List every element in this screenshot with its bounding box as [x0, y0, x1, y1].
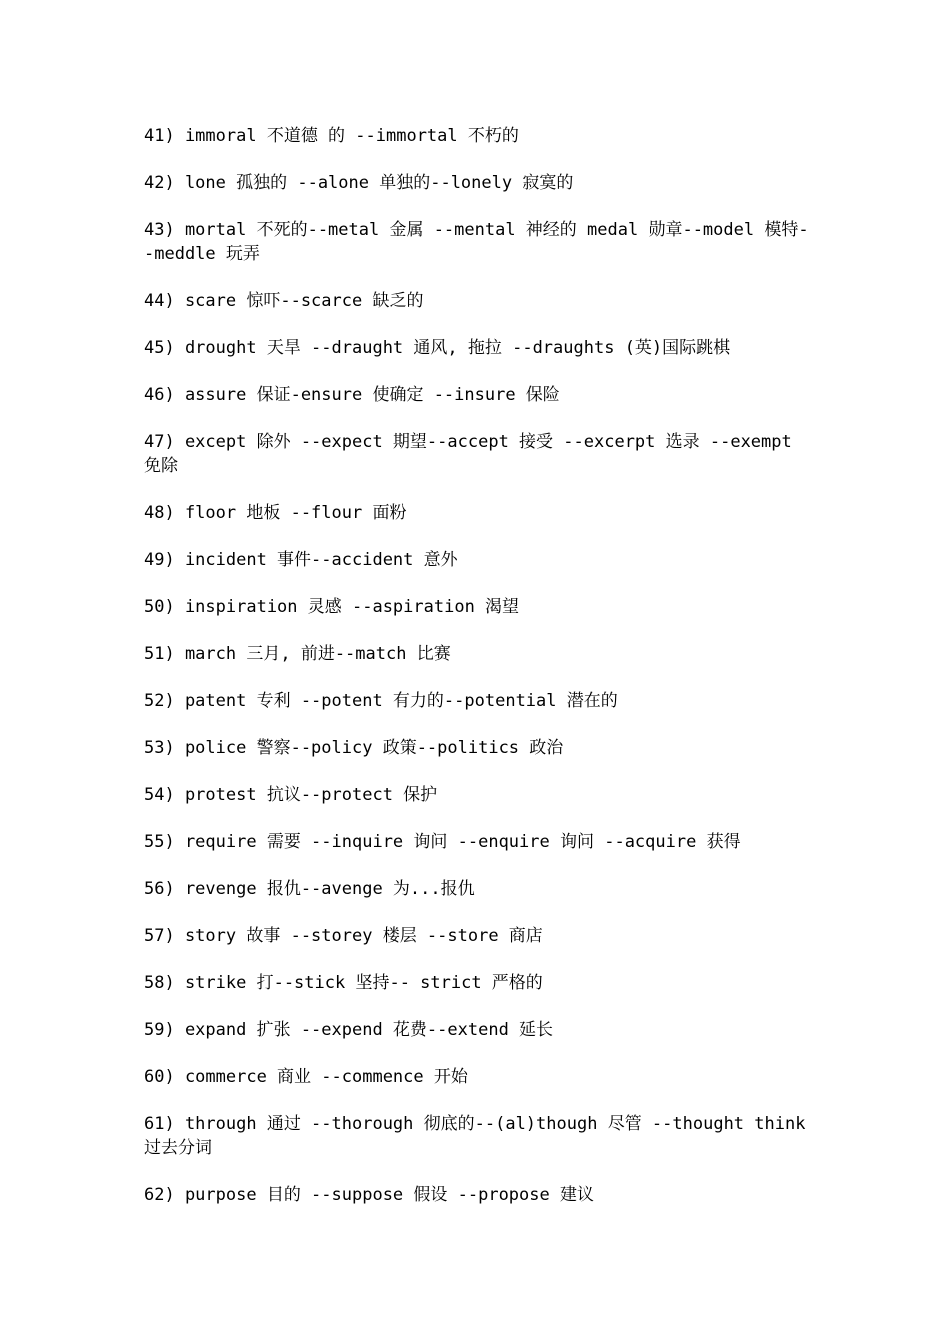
list-item: 47) except 除外 --expect 期望--accept 接受 --excerpt 选录 --exempt 免除 — [144, 432, 792, 476]
list-item: 51) march 三月, 前进--match 比赛 — [144, 644, 451, 664]
list-item: 60) commerce 商业 --commence 开始 — [144, 1067, 468, 1087]
list-item: 41) immoral 不道德 的 --immortal 不朽的 — [144, 126, 519, 146]
list-item: 59) expand 扩张 --expend 花费--extend 延长 — [144, 1020, 554, 1040]
list-item: 42) lone 孤独的 --alone 单独的--lonely 寂寞的 — [144, 173, 574, 193]
list-item: 50) inspiration 灵感 --aspiration 渴望 — [144, 597, 520, 617]
list-item: 49) incident 事件--accident 意外 — [144, 550, 458, 570]
list-item: 56) revenge 报仇--avenge 为...报仇 — [144, 879, 475, 899]
list-item: 52) patent 专利 --potent 有力的--potential 潜在的 — [144, 691, 618, 711]
list-item: 61) through 通过 --thorough 彻底的--(al)though 尽管 --thought think 过去分词 — [144, 1114, 806, 1158]
list-item: 48) floor 地板 --flour 面粉 — [144, 503, 407, 523]
list-item: 57) story 故事 --storey 楼层 --store 商店 — [144, 926, 543, 946]
list-item: 58) strike 打--stick 坚持-- strict 严格的 — [144, 973, 543, 993]
list-item: 43) mortal 不死的--metal 金属 --mental 神经的 medal 勋章--model 模特--meddle 玩弄 — [144, 220, 809, 264]
list-item: 55) require 需要 --inquire 询问 --enquire 询问 --acquire 获得 — [144, 832, 741, 852]
list-item: 46) assure 保证-ensure 使确定 --insure 保险 — [144, 385, 560, 405]
list-item: 54) protest 抗议--protect 保护 — [144, 785, 438, 805]
list-item: 62) purpose 目的 --suppose 假设 --propose 建议 — [144, 1185, 594, 1205]
list-item: 53) police 警察--policy 政策--politics 政治 — [144, 738, 564, 758]
list-item: 44) scare 惊吓--scarce 缺乏的 — [144, 291, 424, 311]
vocabulary-list — [144, 124, 814, 1230]
list-item: 45) drought 天旱 --draught 通风, 拖拉 --draughts (英)国际跳棋 — [144, 338, 731, 358]
